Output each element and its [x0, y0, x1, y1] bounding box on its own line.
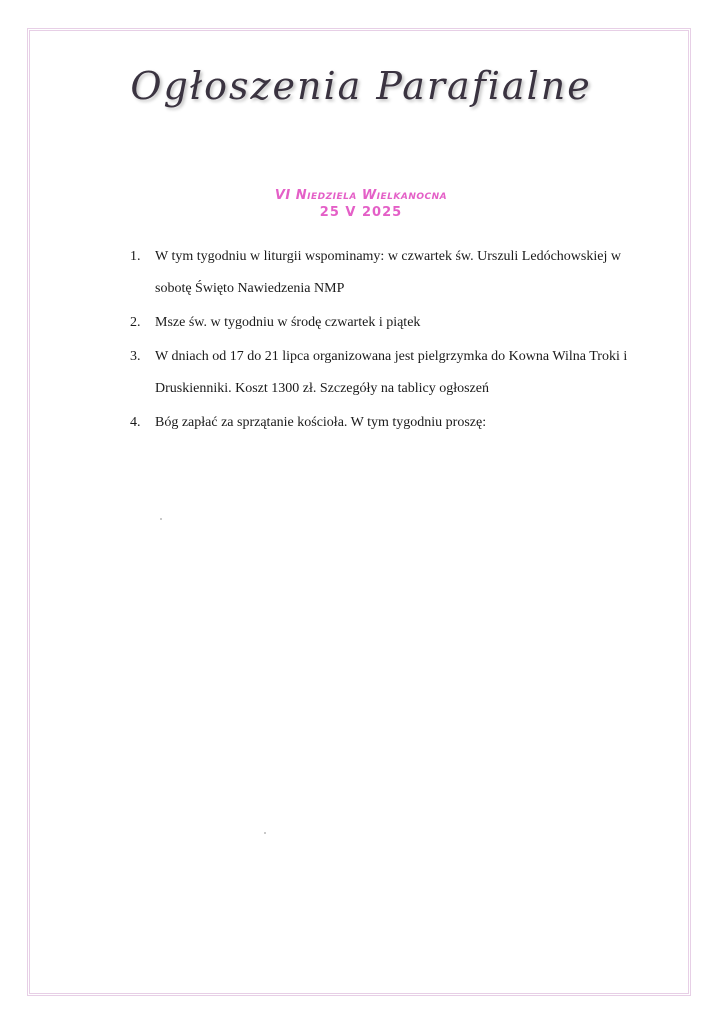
announcements-list	[130, 241, 660, 441]
list-item	[130, 407, 660, 439]
scan-speck	[160, 518, 162, 520]
item-number: 3.	[130, 349, 141, 364]
list-item	[130, 341, 660, 405]
list-item	[130, 307, 660, 339]
list-item	[130, 241, 660, 305]
page-border	[27, 28, 691, 996]
sunday-name: VI Niedziela Wielkanocna	[274, 188, 448, 203]
item-text: Msze św. w tygodniu w środę czwartek i piątek	[155, 315, 421, 330]
sunday-date: 25 V 2025	[319, 205, 403, 220]
page-title: Ogłoszenia Parafialne	[130, 64, 592, 108]
item-text: W dniach od 17 do 21 lipca organizowana jest pielgrzymka do Kowna Wilna Troki i Druskienniki. Koszt 1300 zł. Szczegóły na tablicy ogłoszeń	[155, 349, 628, 396]
item-number: 4.	[130, 415, 141, 430]
page-subtitle	[0, 187, 722, 221]
item-number: 1.	[130, 249, 141, 264]
item-number: 2.	[130, 315, 141, 330]
item-text: Bóg zapłać za sprzątanie kościoła. W tym tygodniu proszę:	[155, 415, 487, 430]
item-text: W tym tygodniu w liturgii wspominamy: w czwartek św. Urszuli Ledóchowskiej w sobotę Święto Nawiedzenia NMP	[155, 249, 621, 296]
scan-speck	[264, 832, 266, 834]
